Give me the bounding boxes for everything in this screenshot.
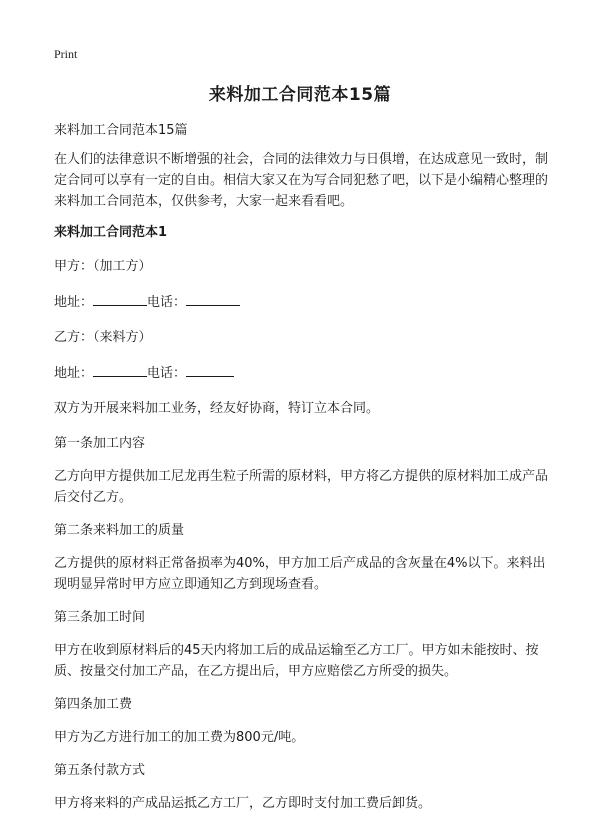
address-blank <box>93 362 147 377</box>
article-text: 甲方为乙方进行加工的加工费为800元/吨。 <box>54 730 305 745</box>
address-label: 地址： <box>54 295 94 310</box>
phone-blank <box>186 362 234 377</box>
article-text: 甲方将来料的产成品运抵乙方工厂，乙方即时支付加工费后卸货。 <box>54 796 432 811</box>
print-link[interactable]: Print <box>54 47 78 61</box>
article-title: 第三条加工时间 <box>54 610 146 625</box>
article-text: 甲方在收到原材料后的45天内将加工后的成品运输至乙方工厂。甲方如未能按时、按质、按量交付加工产品，在乙方提出后，甲方应赔偿乙方所受的损失。 <box>54 643 539 679</box>
article-title: 第四条加工费 <box>54 697 133 712</box>
address-blank <box>93 291 147 306</box>
article-title: 第二条来料加工的质量 <box>54 523 185 538</box>
document-body <box>54 120 550 826</box>
document-title: 来料加工合同范本15篇 <box>208 85 392 105</box>
document-subtitle: 来料加工合同范本15篇 <box>54 123 188 138</box>
article-title: 第五条付款方式 <box>54 763 146 778</box>
party-a-line: 甲方：（加工方） <box>54 259 152 274</box>
preamble-paragraph: 双方为开展来料加工业务，经友好协商，特订立本合同。 <box>54 401 380 416</box>
article-title: 第一条加工内容 <box>54 436 146 451</box>
address-label: 地址： <box>54 366 94 381</box>
party-b-line: 乙方：（来料方） <box>54 330 152 345</box>
phone-blank <box>186 291 240 306</box>
phone-label: 电话： <box>147 366 187 381</box>
article-text: 乙方向甲方提供加工尼龙再生粒子所需的原材料，甲方将乙方提供的原材料加工成产品后交付乙方。 <box>54 469 549 505</box>
section-heading: 来料加工合同范本1 <box>54 225 168 240</box>
article-text: 乙方提供的原材料正常备损率为40%，甲方加工后产成品的含灰量在4%以下。来料出现明显异常时甲方应立即通知乙方到现场查看。 <box>54 556 546 592</box>
intro-paragraph: 在人们的法律意识不断增强的社会，合同的法律效力与日俱增，在达成意见一致时，制定合同可以享有一定的自由。相信大家又在为写合同犯愁了吧，以下是小编精心整理的来料加工合同范本，仅供参考，大家一起来看看吧。 <box>54 152 549 209</box>
party-b-contact-line <box>54 362 550 384</box>
party-a-contact-line <box>54 291 550 313</box>
phone-label: 电话： <box>147 295 187 310</box>
